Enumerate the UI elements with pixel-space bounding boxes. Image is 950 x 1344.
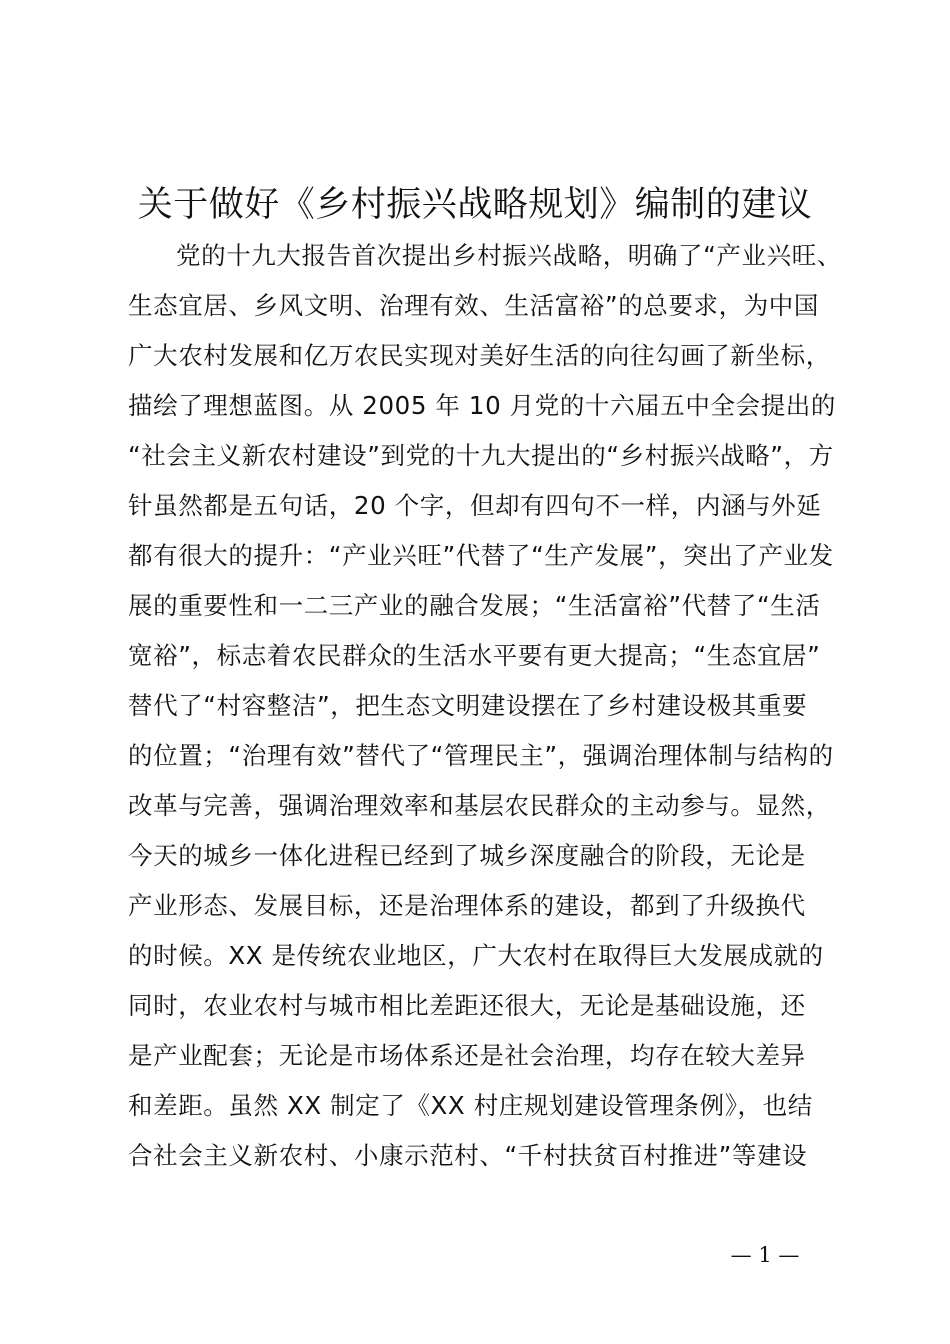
body-line: 展的重要性和一二三产业的融合发展；“生活富裕”代替了“生活 [128, 591, 821, 620]
body-line: 产业形态、发展目标，还是治理体系的建设，都到了升级换代 [128, 891, 806, 920]
body-line: 的位置；“治理有效”替代了“管理民主”，强调治理体制与结构的 [128, 741, 834, 770]
page-number: — 1 — [730, 1243, 800, 1267]
body-line: 生态宜居、乡风文明、治理有效、生活富裕”的总要求，为中国 [128, 291, 819, 320]
body-line: 都有很大的提升：“产业兴旺”代替了“生产发展”，突出了产业发 [128, 541, 834, 570]
body-line: 党的十九大报告首次提出乡村振兴战略，明确了“产业兴旺、 [176, 241, 842, 270]
body-line: 描绘了理想蓝图。从 2005 年 10 月党的十六届五中全会提出的 [128, 391, 836, 420]
body-line: “社会主义新农村建设”到党的十九大提出的“乡村振兴战略”，方 [128, 441, 834, 470]
document-body [128, 236, 848, 1186]
body-line: 改革与完善，强调治理效率和基层农民群众的主动参与。显然， [128, 791, 831, 820]
body-line: 替代了“村容整洁”，把生态文明建设摆在了乡村建设极其重要 [128, 691, 808, 720]
body-line: 同时，农业农村与城市相比差距还很大，无论是基础设施，还 [128, 991, 806, 1020]
body-line: 合社会主义新农村、小康示范村、“千村扶贫百村推进”等建设 [128, 1141, 808, 1170]
document-title: 关于做好《乡村振兴战略规划》编制的建议 [137, 185, 813, 225]
body-line: 针虽然都是五句话，20 个字，但却有四句不一样，内涵与外延 [128, 491, 822, 520]
body-line: 宽裕”，标志着农民群众的生活水平要有更大提高；“生态宜居” [128, 641, 821, 670]
body-line: 广大农村发展和亿万农民实现对美好生活的向往勾画了新坐标， [128, 341, 831, 370]
body-line: 和差距。虽然 XX 制定了《XX 村庄规划建设管理条例》，也结 [128, 1091, 813, 1120]
body-line: 是产业配套；无论是市场体系还是社会治理，均存在较大差异 [128, 1041, 806, 1070]
body-line: 的时候。XX 是传统农业地区，广大农村在取得巨大发展成就的 [128, 941, 824, 970]
body-line: 今天的城乡一体化进程已经到了城乡深度融合的阶段，无论是 [128, 841, 806, 870]
